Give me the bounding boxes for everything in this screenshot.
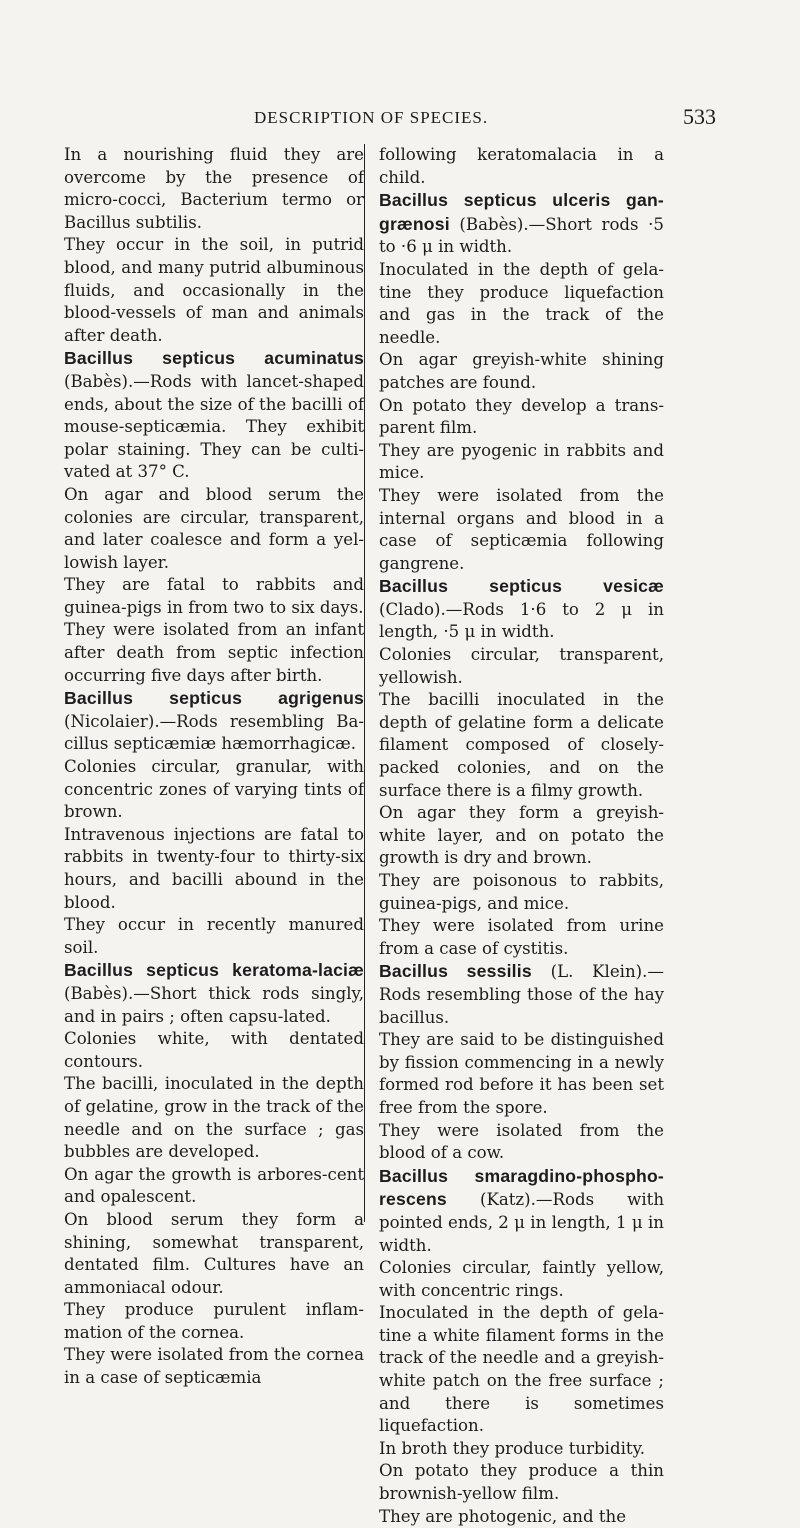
- running-head: DESCRIPTION OF SPECIES.: [254, 108, 489, 127]
- paragraph-text: Colonies white, with dentated contours.: [64, 1029, 364, 1071]
- paragraph: [379, 349, 664, 394]
- species-name: Bacillus septicus ulceris gan-grænosi: [379, 190, 664, 234]
- paragraph: [64, 347, 364, 484]
- paragraph: [379, 259, 664, 349]
- paragraph-text: On potato they develop a trans-parent film.: [379, 395, 664, 438]
- paragraph-text: The bacilli, inoculated in the depth of gelatine, grow in the track of the needle and on the surface ; gas bubbles are developed.: [64, 1074, 364, 1162]
- paragraph: [64, 1164, 364, 1209]
- species-name: Bacillus smaragdino-phospho-rescens: [379, 1165, 664, 1210]
- page-number: 533: [683, 104, 716, 129]
- page-header: [64, 104, 724, 134]
- paragraph: [379, 440, 664, 485]
- paragraph: [379, 1438, 664, 1461]
- paragraph-text: On agar greyish-white shining patches are found.: [379, 350, 664, 392]
- paragraph: [379, 960, 664, 1029]
- paragraph-text: On blood serum they form a shining, somewhat transparent, dentated film. Cultures have an ammoniacal odour.: [64, 1209, 364, 1297]
- paragraph: [379, 802, 664, 870]
- paragraph-text: They produce purulent inflam-mation of the cornea.: [64, 1300, 364, 1342]
- paragraph-text: They were isolated from the blood of a cow.: [379, 1120, 664, 1163]
- left-column: [64, 144, 364, 1390]
- paragraph-text: Inoculated in the depth of gela-tine they produce liquefaction and gas in the track of the needle.: [379, 259, 664, 347]
- paragraph-text: (Nicolaier).—Rods resembling Ba-cillus septicæmiæ hæmorrhagicæ.: [64, 711, 364, 754]
- paragraph-text: On agar and blood serum the colonies are circular, transparent, and later coalesce and form a yel-lowish layer.: [64, 484, 364, 572]
- paragraph-text: (Babès).—Short thick rods singly, and in pairs ; often capsu-lated.: [64, 983, 364, 1026]
- paragraph: [64, 1209, 364, 1299]
- paragraph: [64, 914, 364, 959]
- paragraph: [379, 1165, 664, 1257]
- paragraph-text: (Katz).—Rods with pointed ends, 2 μ in length, 1 μ in width.: [379, 1190, 665, 1255]
- paragraph-text: In broth they produce turbidity.: [379, 1438, 646, 1458]
- paragraph: [64, 484, 364, 574]
- paragraph: [379, 1257, 664, 1302]
- species-name: Bacillus septicus vesicæ: [379, 576, 664, 597]
- paragraph: [379, 689, 664, 802]
- paragraph-text: In a nourishing fluid they are overcome by the presence of micro-cocci, Bacterium termo or Bacillus subtilis.: [64, 145, 364, 232]
- paragraph-text: They are pyogenic in rabbits and mice.: [379, 440, 664, 483]
- paragraph-text: (Babès).—Short rods ·5 to ·6 μ in width.: [379, 214, 664, 257]
- paragraph-text: (Clado).—Rods 1·6 to 2 μ in length, ·5 μ in width.: [379, 599, 664, 642]
- paragraph-text: following keratomalacia in a child.: [379, 145, 664, 187]
- paragraph-text: On agar the growth is arbores-cent and opalescent.: [64, 1164, 364, 1207]
- paragraph: [379, 485, 664, 575]
- paragraph: [379, 1460, 664, 1505]
- paragraph-text: They were isolated from urine from a case of cystitis.: [379, 916, 664, 958]
- paragraph-text: (L. Klein).—Rods resembling those of the hay bacillus.: [379, 962, 664, 1027]
- paragraph-text: Colonies circular, faintly yellow, with concentric rings.: [379, 1258, 664, 1300]
- paragraph: [379, 1120, 664, 1165]
- paragraph: [379, 1506, 664, 1528]
- paragraph: [64, 959, 364, 1028]
- paragraph: [379, 189, 664, 259]
- paragraph-text: On agar they form a greyish-white layer, and on potato the growth is dry and brown.: [379, 803, 664, 868]
- paragraph-text: They were isolated from the cornea in a case of septicæmia: [64, 1345, 364, 1388]
- paragraph-text: Inoculated in the depth of gela-tine a white filament forms in the track of the needle and a greyish-white patch on the free surface ; and there is sometimes liquefaction.: [379, 1303, 664, 1436]
- paragraph-text: Colonies circular, granular, with concentric zones of varying tints of brown.: [64, 757, 364, 822]
- paragraph: [64, 144, 364, 234]
- paragraph: [64, 687, 364, 756]
- paragraph: [379, 1302, 664, 1438]
- species-name: Bacillus septicus keratoma-laciæ: [64, 960, 364, 981]
- paragraph: [64, 619, 364, 687]
- paragraph: [379, 644, 664, 689]
- paragraph-text: Intravenous injections are fatal to rabbits in twenty-four to thirty-six hours, and bacilli abound in the blood.: [64, 824, 364, 912]
- paragraph: [64, 824, 364, 914]
- paragraph-text: They occur in the soil, in putrid blood, and many putrid albuminous fluids, and occasionally in the blood-vessels of man and animals after death.: [64, 235, 364, 345]
- paragraph: [64, 1073, 364, 1163]
- paragraph: [64, 1299, 364, 1344]
- species-name: Bacillus septicus acuminatus: [64, 348, 364, 369]
- paragraph: [379, 395, 664, 440]
- paragraph: [379, 915, 664, 960]
- species-name: Bacillus septicus agrigenus: [64, 688, 364, 709]
- paragraph: [64, 234, 364, 347]
- paragraph-text: They occur in recently manured soil.: [64, 915, 364, 957]
- paragraph-text: Colonies circular, transparent, yellowish.: [379, 645, 664, 687]
- paragraph: [379, 1029, 664, 1119]
- paragraph: [379, 144, 664, 189]
- paragraph-text: They were isolated from the internal organs and blood in a case of septicæmia following gangrene.: [379, 485, 664, 573]
- paragraph: [64, 756, 364, 824]
- paragraph-text: On potato they produce a thin brownish-yellow film.: [379, 1461, 664, 1504]
- paragraph-text: They are fatal to rabbits and guinea-pigs in from two to six days.: [64, 575, 364, 617]
- paragraph: [379, 870, 664, 915]
- paragraph-text: They are poisonous to rabbits, guinea-pigs, and mice.: [379, 871, 664, 913]
- species-name: Bacillus sessilis: [379, 961, 532, 982]
- paragraph-text: (Babès).—Rods with lancet-shaped ends, about the size of the bacilli of mouse-septicæmia. They exhibit polar staining. They can be culti-vated at 37° C.: [64, 371, 364, 482]
- paragraph-text: The bacilli inoculated in the depth of gelatine form a delicate filament composed of closely-packed colonies, and on the surface there is a filmy growth.: [379, 690, 664, 800]
- paragraph: [64, 1028, 364, 1073]
- paragraph-text: They were isolated from an infant after death from septic infection occurring five days after birth.: [64, 620, 364, 685]
- right-column: [364, 144, 665, 1526]
- paragraph: [64, 1344, 364, 1389]
- paragraph-text: They are photogenic, and the: [379, 1506, 627, 1526]
- paragraph: [64, 574, 364, 619]
- paragraph: [379, 575, 664, 644]
- paragraph-text: They are said to be distinguished by fission commencing in a newly formed rod before it has been set free from the spore.: [379, 1030, 664, 1117]
